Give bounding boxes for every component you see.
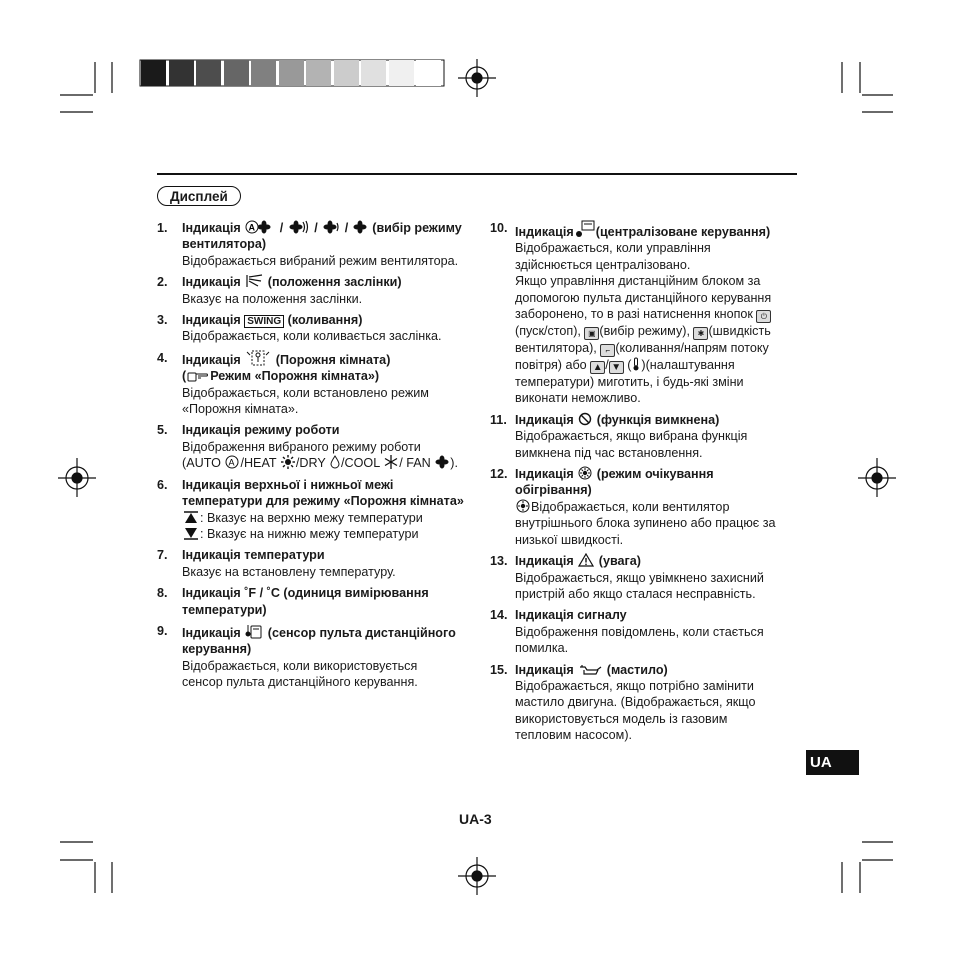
color-swatch [389, 60, 414, 86]
list-item: 13. Індикація (увага) Відображається, якщо увімкнено захисний пристрій або якщо сталася несправність. [490, 554, 764, 601]
fan-medium-icon [322, 220, 340, 234]
list-item: 6. Індикація верхньої і нижньої межі температури для режиму «Порожня кімната» : Вказує на верхню межу температури : Вказує на нижню межу температури [157, 477, 464, 541]
left-column [157, 220, 487, 696]
color-swatch [224, 60, 249, 86]
color-swatch [334, 60, 359, 86]
registration-target-left [58, 458, 96, 497]
fan-key-icon: ✱ [693, 327, 708, 340]
swing-indicator: SWING [244, 315, 284, 328]
mode-key-icon: ▣ [584, 327, 599, 340]
heat-standby-icon [578, 466, 592, 480]
svg-text:A: A [228, 457, 235, 468]
list-item: 3. Індикація SWING (коливання) Відображається, коли коливається заслінка. [157, 313, 442, 344]
dry-mode-icon [330, 455, 340, 469]
list-item: 1. Індикація A / / / (вибір режиму вентилятора) Відображається вибраний режим вентилятора. [157, 221, 462, 268]
registration-target-right [858, 458, 896, 497]
header-rule [157, 173, 797, 175]
power-key-icon: ⏻ [756, 310, 771, 323]
thermometer-icon [632, 357, 640, 371]
heat-standby-icon [516, 499, 530, 513]
list-item: 10. Індикація (централізоване керування) Відображається, коли управління здійснюється централізовано. Якщо управління дистанційним блоком за допомогою пульта дистанційного керування заборонено, то в разі натиснення кнопок ⏻ (пуск/стоп), ▣ (вибір режиму), ✱ (швидкість вентилятора), ⌐ (коливання/напрям потоку повітря) або ▲ / ▼ ( )(налаштування температури) миготить, і будь-які зміни виконати неможливо. [490, 221, 772, 406]
list-item: 5. Індикація режиму роботи Відображення вибраного режиму роботи (AUTO A /HEAT /DRY /COOL / FAN ). [157, 423, 458, 471]
color-swatch [361, 60, 386, 86]
list-item: 4. Індикація (Порожня кімната) ( Режим «Порожня кімната») Відображається, коли встановлено режим «Порожня кімната». [157, 350, 429, 417]
function-disabled-icon [578, 412, 592, 426]
lower-limit-icon [183, 527, 199, 540]
svg-text:A: A [248, 222, 256, 233]
temp-up-key-icon: ▲ [590, 361, 605, 374]
list-item: 8. Індикація ˚F / ˚C (одиниця вимірювання температури) [157, 586, 429, 617]
hand-pointer-icon [187, 370, 209, 382]
color-swatch [169, 60, 194, 86]
cool-mode-icon [384, 455, 398, 469]
vacant-room-icon [245, 350, 271, 366]
list-item: 15. Індикація (мастило) Відображається, якщо потрібно замінити мастило двигуна. (Відображається, якщо використовується модель із газовим тепловим насосом). [490, 662, 756, 743]
color-swatch [196, 60, 221, 86]
color-swatch [279, 60, 304, 86]
list-item: 2. Індикація (положення заслінки) Вказує на положення заслінки. [157, 275, 402, 306]
fan-low-icon [353, 220, 368, 234]
temp-down-key-icon: ▼ [609, 361, 624, 374]
fan-mode-icon [435, 455, 449, 469]
louver-position-icon [245, 274, 263, 288]
list-item: 12. Індикація (режим очікування обігрівання) Відображається, коли вентилятор внутрішнього блока зупинено або працює за низької швидкості. [490, 467, 776, 547]
page-number: UA-3 [459, 811, 492, 827]
fan-high-icon [288, 220, 310, 234]
oil-icon [578, 664, 602, 676]
list-item: 14. Індикація сигналу Відображення повідомлень, коли стається помилка. [490, 608, 764, 656]
language-badge: UA [806, 750, 859, 775]
right-column [490, 220, 810, 749]
remote-sensor-icon [245, 623, 263, 639]
list-item: 11. Індикація (функція вимкнена) Відображається, якщо вибрана функція вимкнена під час встановлення. [490, 412, 748, 460]
color-swatch [251, 60, 276, 86]
upper-limit-icon [183, 511, 199, 524]
louver-key-icon: ⌐ [600, 344, 615, 357]
section-title: Дисплей [157, 186, 241, 206]
color-swatch [306, 60, 331, 86]
color-swatch [416, 60, 441, 86]
list-item: 7. Індикація температури Вказує на встановлену температуру. [157, 548, 396, 579]
heat-mode-icon [281, 455, 295, 469]
warning-icon [578, 553, 594, 567]
fan-auto-icon [245, 220, 275, 234]
registration-target-bottom [458, 857, 496, 895]
registration-target-top [458, 59, 496, 97]
list-item: 9. Індикація (сенсор пульта дистанційного керування) Відображається, коли використовується сенсор пульта дистанційного керування. [157, 623, 456, 690]
auto-mode-icon [225, 455, 239, 469]
central-control-icon [575, 220, 595, 238]
color-swatch [141, 60, 166, 86]
